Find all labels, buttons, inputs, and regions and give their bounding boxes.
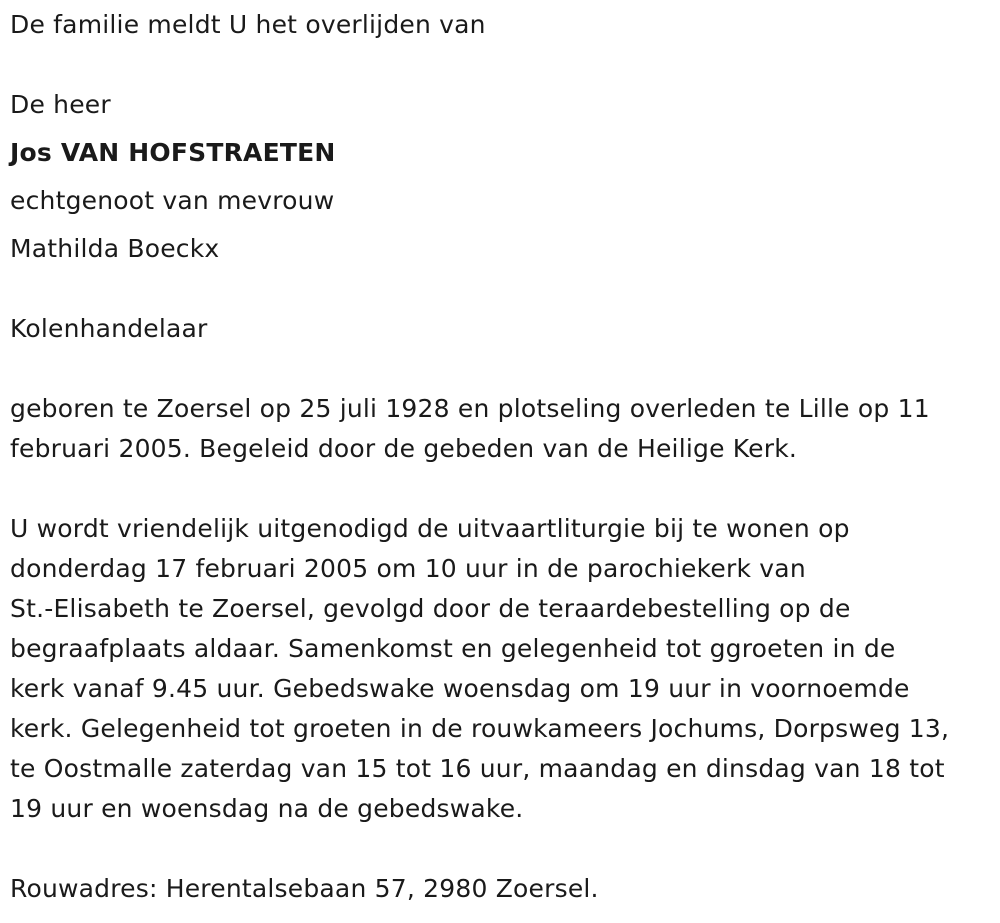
mourning-address: Rouwadres: Herentalsebaan 57, 2980 Zoersel.	[10, 874, 599, 903]
birth-death-line-1: geboren te Zoersel op 25 juli 1928 en plotseling overleden te Lille op 11	[10, 394, 930, 423]
funeral-line-2: donderdag 17 februari 2005 om 10 uur in de parochiekerk van	[10, 554, 806, 583]
funeral-line-6: kerk. Gelegenheid tot groeten in de rouwkameers Jochums, Dorpsweg 13,	[10, 714, 950, 743]
intro-text: De familie meldt U het overlijden van	[10, 10, 486, 39]
deceased-name: Jos VAN HOFSTRAETEN	[10, 138, 336, 167]
honorific: De heer	[10, 90, 111, 119]
spouse-intro: echtgenoot van mevrouw	[10, 186, 335, 215]
funeral-line-1: U wordt vriendelijk uitgenodigd de uitvaartliturgie bij te wonen op	[10, 514, 850, 543]
occupation: Kolenhandelaar	[10, 314, 208, 343]
funeral-line-5: kerk vanaf 9.45 uur. Gebedswake woensdag om 19 uur in voornoemde	[10, 674, 910, 703]
funeral-line-8: 19 uur en woensdag na de gebedswake.	[10, 794, 524, 823]
spouse-name: Mathilda Boeckx	[10, 234, 220, 263]
birth-death-line-2: februari 2005. Begeleid door de gebeden van de Heilige Kerk.	[10, 434, 798, 463]
funeral-line-4: begraafplaats aldaar. Samenkomst en gelegenheid tot ggroeten in de	[10, 634, 896, 663]
funeral-line-7: te Oostmalle zaterdag van 15 tot 16 uur, maandag en dinsdag van 18 tot	[10, 754, 945, 783]
funeral-line-3: St.-Elisabeth te Zoersel, gevolgd door de teraardebestelling op de	[10, 594, 851, 623]
